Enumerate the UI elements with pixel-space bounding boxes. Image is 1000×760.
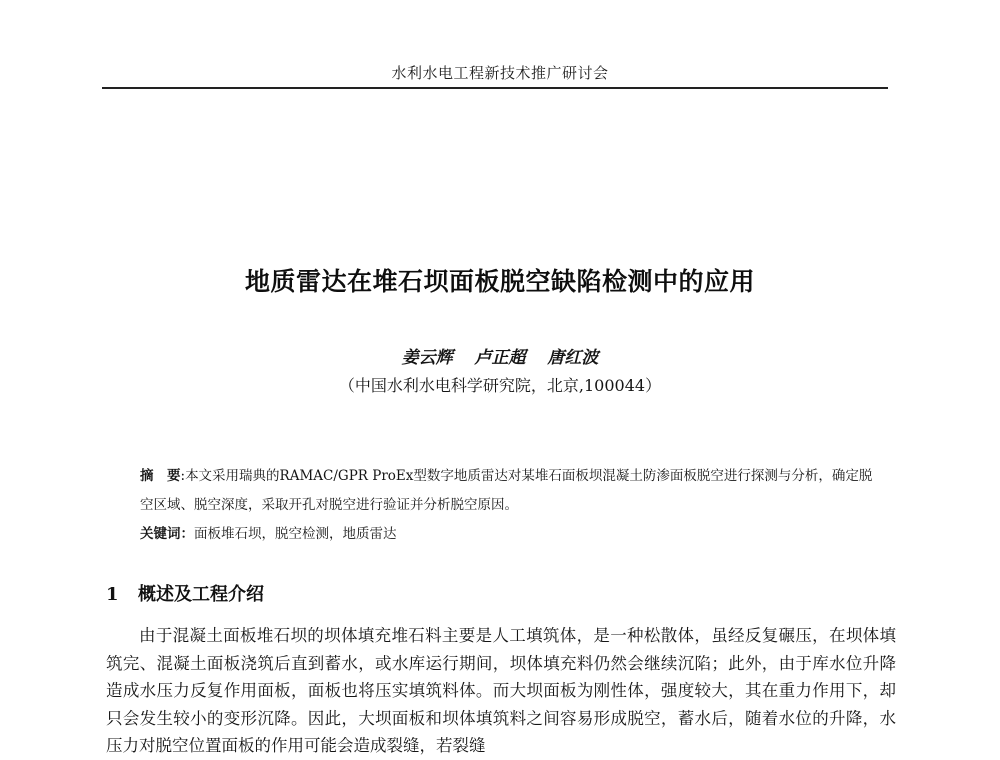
author-name: 唐红波 bbox=[547, 348, 599, 368]
abstract-label: 摘 要 bbox=[140, 468, 181, 484]
section-heading bbox=[106, 580, 264, 606]
paper-title: 地质雷达在堆石坝面板脱空缺陷检测中的应用 bbox=[244, 267, 755, 296]
author-name: 卢正超 bbox=[474, 348, 526, 368]
abstract-colon: : bbox=[180, 468, 186, 484]
abstract-text: 本文采用瑞典的RAMAC/GPR ProEx型数字地质雷达对某堆石面板坝混凝土防渗面板脱空进行探测与分析，确定脱空区域、脱空深度，采取开孔对脱空进行验证并分析脱空原因。 bbox=[140, 468, 873, 513]
section-number: 1 bbox=[106, 584, 119, 605]
running-header: 水利水电工程新技术推广研讨会 bbox=[391, 64, 609, 82]
keywords bbox=[140, 520, 880, 549]
abstract bbox=[140, 462, 880, 520]
author-name: 姜云辉 bbox=[401, 348, 453, 368]
section-title: 概述及工程介绍 bbox=[138, 584, 264, 605]
keywords-label: 关键词： bbox=[140, 526, 194, 542]
affiliation: （中国水利水电科学研究院，北京,100044） bbox=[338, 376, 662, 395]
header-rule bbox=[102, 87, 888, 89]
keywords-text: 面板堆石坝，脱空检测，地质雷达 bbox=[194, 526, 397, 542]
body-paragraph: 由于混凝土面板堆石坝的坝体填充堆石料主要是人工填筑体，是一种松散体，虽经反复碾压，在坝体填筑完、混凝土面板浇筑后直到蓄水，或水库运行期间，坝体填充料仍然会继续沉陷；此外，由于库水位升降造成水压力反复作用面板，面板也将压实填筑料体。而大坝面板为刚性体，强度较大，其在重力作用下，却只会发生较小的变形沉降。因此，大坝面板和坝体填筑料之间容易形成脱空，蓄水后，随着水位的升降，水压力对脱空位置面板的作用可能会造成裂缝，若裂缝 bbox=[106, 626, 896, 755]
author-list bbox=[0, 343, 1000, 368]
body-text bbox=[106, 622, 896, 760]
